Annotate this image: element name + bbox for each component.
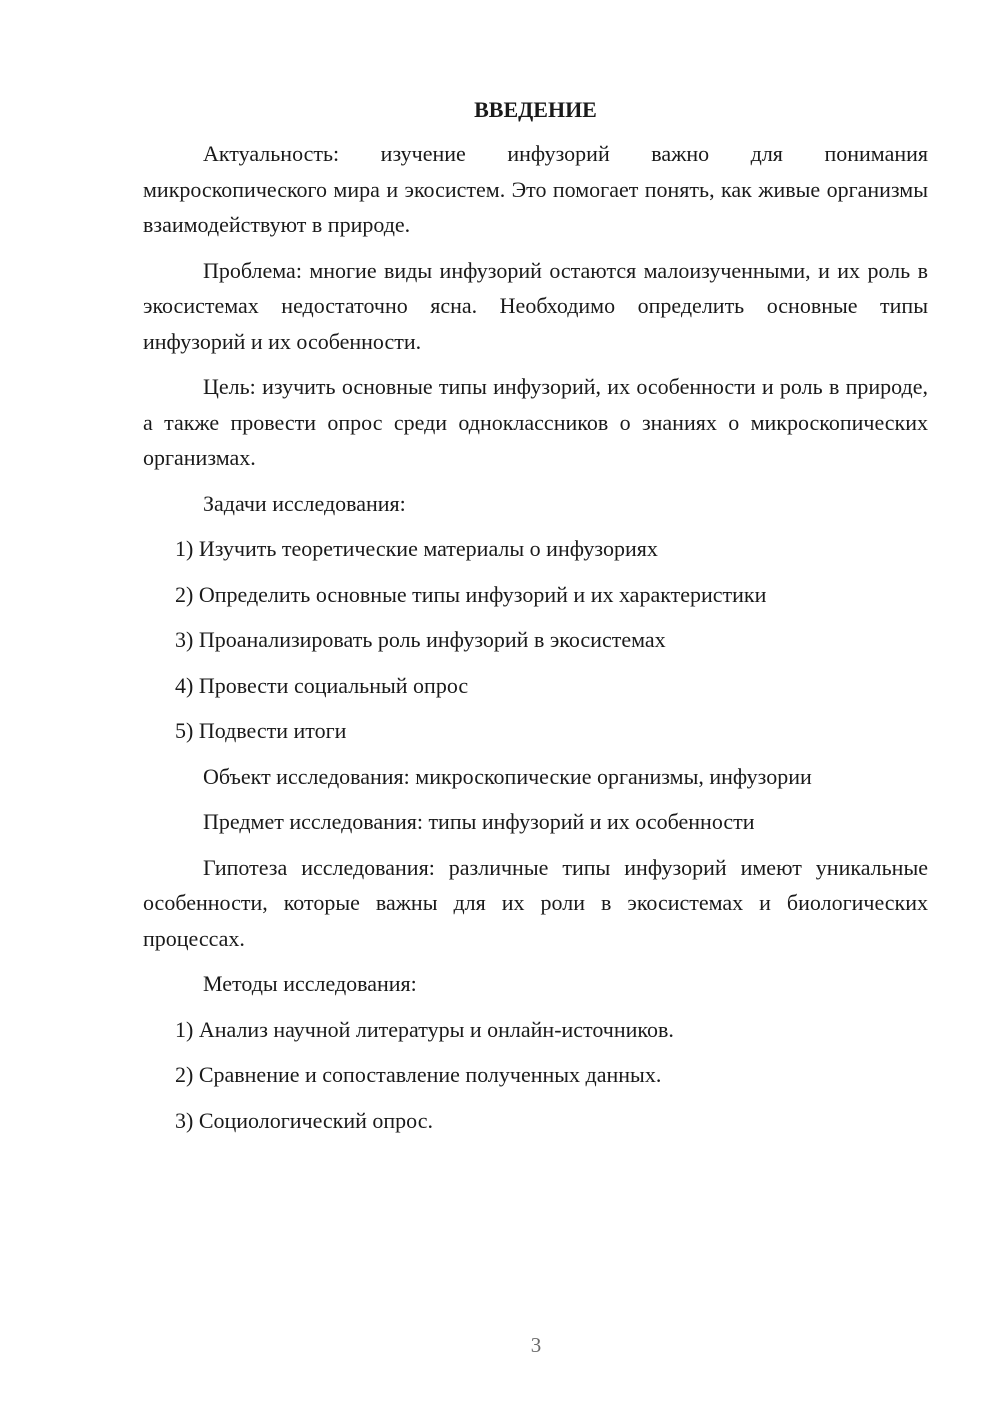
task-item: 3) Проанализировать роль инфузорий в экосистемах [175,627,666,652]
method-item: 3) Социологический опрос. [175,1107,433,1133]
methods-heading: Методы исследования: [203,971,417,996]
object-line: Объект исследования: микроскопические организмы, инфузории [203,763,812,789]
tasks-heading: Задачи исследования: [203,490,406,516]
hypothesis-paragraph: Гипотеза исследования: различные типы инфузорий имеют уникальные особенности, которые важны для их роли в экосистемах и биологических процессах. [143,854,928,951]
page-number: 3 [530,1333,542,1357]
document-page [143,92,928,1148]
subject-line: Предмет исследования: типы инфузорий и их особенности [203,809,755,834]
problem-paragraph: Проблема: многие виды инфузорий остаются малоизученными, и их роль в экосистемах недостаточно ясна. Необходимо определить основные типы инфузорий и их особенности. [143,257,928,354]
relevance-paragraph: Актуальность: изучение инфузорий важно для понимания микроскопического мира и экосистем. Это помогает понять, как живые организмы взаимодействуют в природе. [143,141,928,237]
task-item: 5) Подвести итоги [175,718,347,743]
task-item: 2) Определить основные типы инфузорий и их характеристики [175,581,767,607]
section-title: ВВЕДЕНИЕ [474,97,597,122]
task-item: 1) Изучить теоретические материалы о инфузориях [175,536,658,561]
task-item: 4) Провести социальный опрос [175,672,469,698]
method-item: 1) Анализ научной литературы и онлайн-источников. [175,1016,674,1042]
goal-paragraph: Цель: изучить основные типы инфузорий, их особенности и роль в природе, а также провести опрос среди одноклассников о знаниях о микроскопических организмах. [143,374,928,470]
method-item: 2) Сравнение и сопоставление полученных данных. [175,1062,662,1087]
